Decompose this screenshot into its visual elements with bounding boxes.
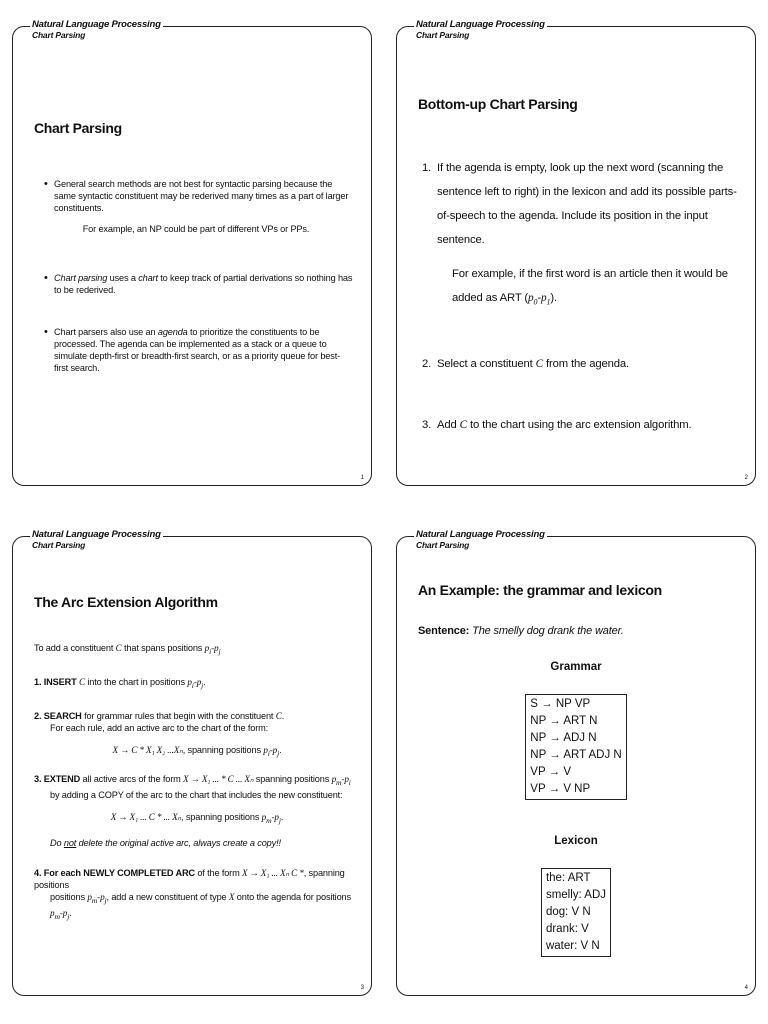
step-completed-line2: positions $p_m-p_j$, add a new constituent of type X onto the agenda for positions: [50, 892, 351, 905]
text: To add a constituent: [34, 643, 116, 653]
math: C: [459, 419, 468, 432]
step-label: 1. INSERT: [34, 676, 77, 687]
text: ).: [550, 292, 557, 304]
math: C: [78, 676, 85, 687]
lexicon-entry: the: ART: [545, 872, 591, 884]
slide-1: [12, 14, 372, 486]
grammar-heading: Grammar: [550, 661, 602, 673]
term-chart-parsing: Chart parsing: [54, 273, 108, 283]
grammar-rule: VP → V: [530, 766, 571, 778]
text: of the form: [194, 868, 242, 879]
text: to keep track of partial derivations so nothing has to be rederived.: [54, 273, 353, 295]
topic-title: Chart Parsing: [416, 30, 470, 40]
math-sub: 1: [546, 297, 551, 307]
lexicon-box-wrap: [396, 868, 756, 957]
lexicon-heading: Lexicon: [554, 835, 598, 847]
slide-4: [396, 524, 756, 996]
lexicon-entry: drank: V: [545, 923, 589, 935]
math-pos: $p_m-p_i$: [331, 774, 351, 788]
step-label: 4. For each NEWLY COMPLETED ARC: [34, 868, 195, 879]
step-2: [422, 352, 740, 376]
text: for grammar rules that begin with the constituent: [81, 710, 276, 721]
text: to the chart using the arc extension algorithm.: [467, 419, 692, 432]
grammar-rule: NP → ART ADJ N: [530, 749, 622, 761]
step-extend: [34, 773, 360, 789]
grammar-rule: NP → ART N: [530, 715, 598, 727]
math: C: [275, 710, 282, 721]
math: C: [115, 643, 122, 653]
slide-header: [30, 530, 163, 550]
text: into the chart in positions: [84, 676, 188, 687]
copy-note: [34, 837, 360, 849]
example-text-2: [452, 286, 740, 314]
grammar-rule: NP → ADJ N: [530, 732, 597, 744]
step-search-line2: For each rule, add an active arc to the chart of the form:: [50, 722, 269, 733]
page-number: 3: [360, 985, 364, 991]
math-pos: $p_m-p_j$: [50, 907, 70, 921]
math-pos: $p_i-p_j$: [263, 744, 280, 758]
slide-title: Chart Parsing: [34, 120, 122, 136]
course-title: Natural Language Processing: [32, 529, 161, 540]
step-number: 2.: [422, 358, 432, 371]
sentence-text: The smelly dog drank the water.: [472, 625, 624, 637]
math-sub: 0: [533, 297, 538, 307]
step-completed-line3: $p_m-p_j$.: [50, 907, 72, 921]
text: onto the agenda for positions: [234, 892, 351, 903]
step-1: [422, 156, 740, 252]
text: , spanning positions: [182, 744, 264, 755]
slide-body: [34, 642, 360, 923]
math-formula: X → X₁ ... Xₙ C *: [242, 868, 304, 879]
formula-extend: X → X₁ ... C * ... Xₙ, spanning positions $p_m-p_j$.: [110, 812, 284, 826]
text: that spans positions: [121, 643, 205, 653]
math-pos: $p_i-p_j$: [187, 676, 204, 690]
bullet-1: [38, 178, 354, 214]
example-text: For example, if the first word is an article then it would be: [452, 268, 728, 280]
step-label: 3. EXTEND: [34, 774, 81, 785]
math: C: [535, 358, 543, 371]
text: from the agenda.: [542, 358, 629, 371]
text: Add: [437, 419, 460, 432]
grammar-rule: S → NP VP: [530, 698, 591, 710]
math-formula: X → C * X₁ X₂ ...Xₙ: [112, 744, 183, 755]
slide-body: [422, 156, 740, 437]
text: Select a constituent: [437, 358, 536, 371]
grammar-box-wrap: [396, 694, 756, 800]
text: , spanning positions: [181, 812, 262, 823]
term-chart: chart: [138, 273, 158, 283]
step-completed: [34, 867, 360, 891]
bullet-2: [38, 272, 354, 296]
text: delete the original active arc, always create a copy!!: [76, 838, 281, 849]
course-title: Natural Language Processing: [32, 19, 161, 30]
page-number: 2: [744, 475, 748, 481]
slide-3: [12, 524, 372, 996]
slide-body: [38, 178, 354, 374]
topic-title: Chart Parsing: [416, 540, 470, 550]
sentence-label: Sentence:: [418, 625, 470, 637]
math: p: [540, 292, 547, 304]
bullet-1-text: General search methods are not best for syntactic parsing because the same syntactic constituent may be rederived many times as a part of larger constituents.: [54, 179, 349, 213]
slide-header: [414, 530, 547, 550]
lexicon-entry: smelly: ADJ: [545, 889, 607, 901]
course-title: Natural Language Processing: [416, 529, 545, 540]
step-3: [422, 413, 740, 437]
math-pos: $p_m-p_j$: [87, 892, 107, 905]
math-formula: X → X₁ ... C * ... Xₙ: [110, 812, 182, 823]
slide-header: [30, 20, 163, 40]
math: X: [228, 892, 235, 903]
step-label: 2. SEARCH: [34, 710, 82, 721]
step-search: 2. SEARCH for grammar rules that begin with the constituent C.: [34, 710, 285, 721]
step-number: 3.: [422, 419, 432, 432]
term-agenda: agenda: [157, 327, 188, 337]
step-1-example: [422, 262, 740, 314]
emphasis-not: not: [63, 838, 77, 849]
slide-title: Bottom-up Chart Parsing: [418, 96, 578, 112]
topic-title: Chart Parsing: [32, 540, 86, 550]
course-title: Natural Language Processing: [416, 19, 545, 30]
text: uses a: [107, 273, 139, 283]
page-number: 1: [360, 475, 364, 481]
bullet-3: [38, 326, 354, 374]
example-line: For example, an NP could be part of different VPs or PPs.: [82, 224, 310, 234]
text: spanning positions: [253, 774, 332, 785]
sentence-line: [418, 624, 738, 638]
math: p: [528, 292, 534, 304]
text: Do: [50, 838, 64, 849]
slide-2: [396, 14, 756, 486]
page-number: 4: [744, 985, 748, 991]
slide-title: The Arc Extension Algorithm: [34, 594, 218, 610]
math-pos: $p_i-p_j$: [204, 643, 221, 656]
grammar-box: [525, 694, 626, 800]
slide-header: [414, 20, 547, 40]
slide-title: An Example: the grammar and lexicon: [418, 582, 662, 598]
formula-search: X → C * X₁ X₂ ...Xₙ, spanning positions $p_i-p_j$.: [112, 744, 282, 758]
step-text: If the agenda is empty, look up the next word (scanning the sentence left to right) in the lexicon and add its possible parts-of-speech to the agenda. Include its position in the input sentence.: [437, 162, 737, 246]
text: -: [537, 292, 541, 304]
grammar-rule: VP → V NP: [530, 783, 591, 795]
step-insert: 1. INSERT C into the chart in positions $p_i-p_j$.: [34, 676, 206, 690]
topic-title: Chart Parsing: [32, 30, 86, 40]
text: , add a new constituent of type: [106, 892, 229, 903]
text: , spanning positions: [34, 868, 345, 891]
math-pos: $p_m-p_j$: [261, 812, 281, 826]
text: added as ART (: [452, 292, 528, 304]
intro-line: [34, 642, 360, 658]
text: all active arcs of the form: [80, 774, 184, 785]
math-formula: X → X₁ ... * C ... Xₙ: [183, 774, 254, 785]
lexicon-box: [541, 868, 611, 957]
text: to prioritize the constituents to be processed. The agenda can be implemented as a stack or a queue to simulate depth-first or breadth-first search, or as a priority queue for best-first search.: [54, 327, 341, 373]
text: Chart parsers also use an: [54, 327, 158, 337]
lexicon-entry: water: V N: [545, 940, 600, 952]
step-number: 1.: [422, 162, 432, 174]
step-extend-line2: by adding a COPY of the arc to the chart that includes the new constituent:: [50, 790, 343, 801]
lexicon-entry: dog: V N: [545, 906, 591, 918]
